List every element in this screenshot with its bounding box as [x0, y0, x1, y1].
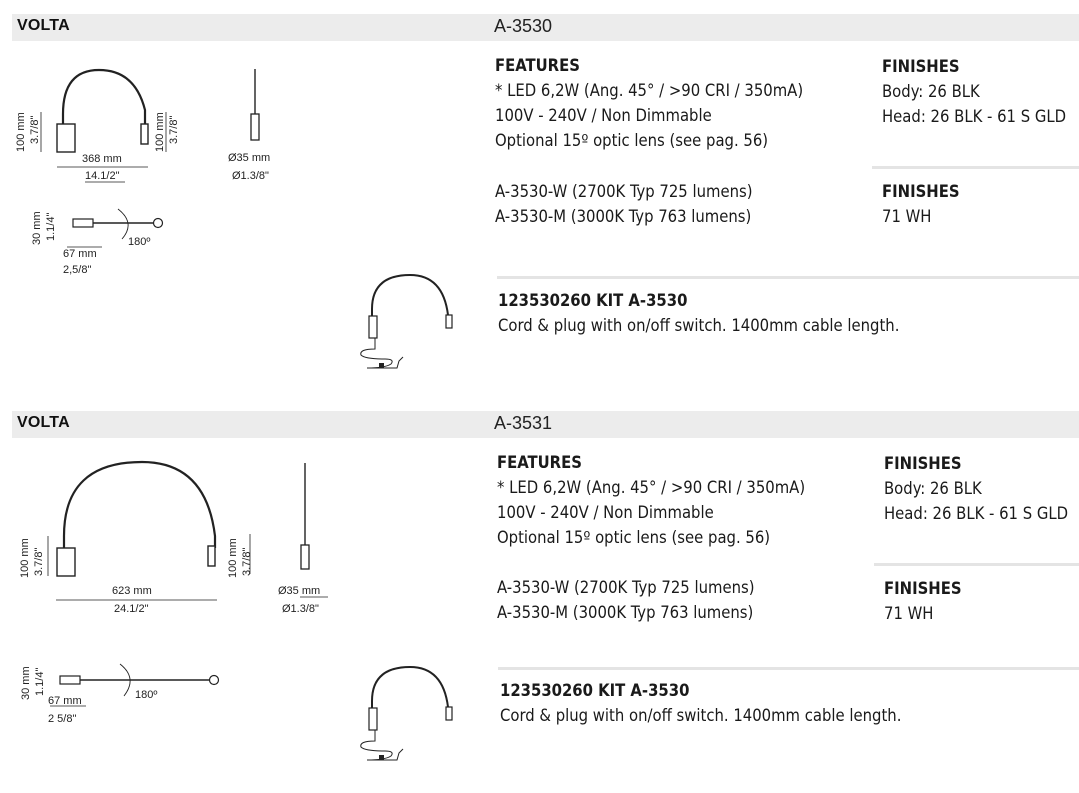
dim-depth-in: 1.1/4" [34, 667, 46, 696]
feature-voltage: 100V - 240V / Non Dimmable [495, 106, 712, 125]
dim-depth-in: 1.1/4" [45, 212, 57, 241]
finish-body: Body: 26 BLK [882, 82, 980, 101]
kit-description: Cord & plug with on/off switch. 1400mm cable length. [500, 706, 902, 725]
dim-height-mm-right: 100 mm [227, 538, 239, 578]
dim-arm-in: 2 5/8" [48, 713, 77, 725]
variant-w: A-3530-W (2700K Typ 725 lumens) [497, 578, 755, 597]
finish-body: Body: 26 BLK [884, 479, 982, 498]
front-view-drawing [10, 456, 260, 616]
front-view-drawing [10, 62, 210, 202]
finishes2-title: FINISHES [884, 579, 962, 598]
model-number: A-3531 [494, 413, 553, 433]
feature-optic: Optional 15º optic lens (see pag. 56) [497, 528, 771, 547]
dim-diameter-in: Ø1.3/8" [232, 170, 269, 182]
dim-width-in: 14.1/2" [85, 170, 120, 182]
kit-title: 123530260 KIT A-3530 [500, 681, 690, 700]
finishes-title: FINISHES [882, 57, 960, 76]
finishes-divider [874, 563, 1079, 566]
product-section-a3531 [0, 411, 1079, 793]
features-title: FEATURES [495, 56, 580, 75]
model-number: A-3530 [494, 16, 553, 36]
finish-head: Head: 26 BLK - 61 S GLD [882, 107, 1067, 126]
dim-height-mm-right: 100 mm [154, 112, 166, 152]
finish-wh: 71 WH [884, 604, 934, 623]
dim-diameter-in: Ø1.3/8" [282, 603, 319, 615]
top-view-drawing [10, 656, 230, 736]
dim-width-in: 24.1/2" [114, 603, 149, 615]
finish-head: Head: 26 BLK - 61 S GLD [884, 504, 1069, 523]
features-title: FEATURES [497, 453, 582, 472]
dim-width-mm: 368 mm [82, 153, 122, 165]
dim-depth-mm: 30 mm [20, 666, 32, 700]
feature-led: * LED 6,2W (Ang. 45° / >90 CRI / 350mA) [495, 81, 804, 100]
dim-rotation: 180º [128, 236, 151, 248]
kit-title: 123530260 KIT A-3530 [498, 291, 688, 310]
dim-arm-mm: 67 mm [63, 248, 97, 260]
dim-width-mm: 623 mm [112, 585, 152, 597]
feature-led: * LED 6,2W (Ang. 45° / >90 CRI / 350mA) [497, 478, 806, 497]
dim-height-in-right: 3.7/8" [168, 115, 180, 144]
kit-divider [498, 667, 1079, 670]
dim-height-in-right: 3.7/8" [241, 547, 253, 576]
side-view-drawing [270, 461, 350, 621]
feature-voltage: 100V - 240V / Non Dimmable [497, 503, 714, 522]
dim-arm-mm: 67 mm [48, 695, 82, 707]
dim-height-mm-left: 100 mm [15, 112, 27, 152]
finishes2-title: FINISHES [882, 182, 960, 201]
dim-diameter-mm: Ø35 mm [228, 152, 271, 164]
kit-drawing [355, 269, 465, 384]
top-view-drawing [10, 199, 190, 289]
section-header [12, 411, 1079, 438]
finish-wh: 71 WH [882, 207, 932, 226]
section-header [12, 14, 1079, 41]
brand-name: VOLTA [17, 414, 70, 431]
dim-height-in-left: 3.7/8" [33, 547, 45, 576]
dim-rotation: 180º [135, 689, 158, 701]
dim-arm-in: 2,5/8" [63, 264, 92, 276]
dim-height-mm-left: 100 mm [19, 538, 31, 578]
kit-divider [497, 276, 1079, 279]
variant-w: A-3530-W (2700K Typ 725 lumens) [495, 182, 753, 201]
brand-name: VOLTA [17, 17, 70, 34]
dim-depth-mm: 30 mm [31, 211, 43, 245]
finishes-divider [872, 166, 1079, 169]
dim-diameter-mm: Ø35 mm [278, 585, 321, 597]
variant-m: A-3530-M (3000K Typ 763 lumens) [497, 603, 754, 622]
variant-m: A-3530-M (3000K Typ 763 lumens) [495, 207, 752, 226]
feature-optic: Optional 15º optic lens (see pag. 56) [495, 131, 769, 150]
product-section-a3530 [0, 14, 1079, 394]
side-view-drawing [220, 64, 300, 194]
dim-height-in-left: 3.7/8" [29, 115, 41, 144]
kit-drawing [355, 661, 465, 776]
kit-description: Cord & plug with on/off switch. 1400mm cable length. [498, 316, 900, 335]
finishes-title: FINISHES [884, 454, 962, 473]
